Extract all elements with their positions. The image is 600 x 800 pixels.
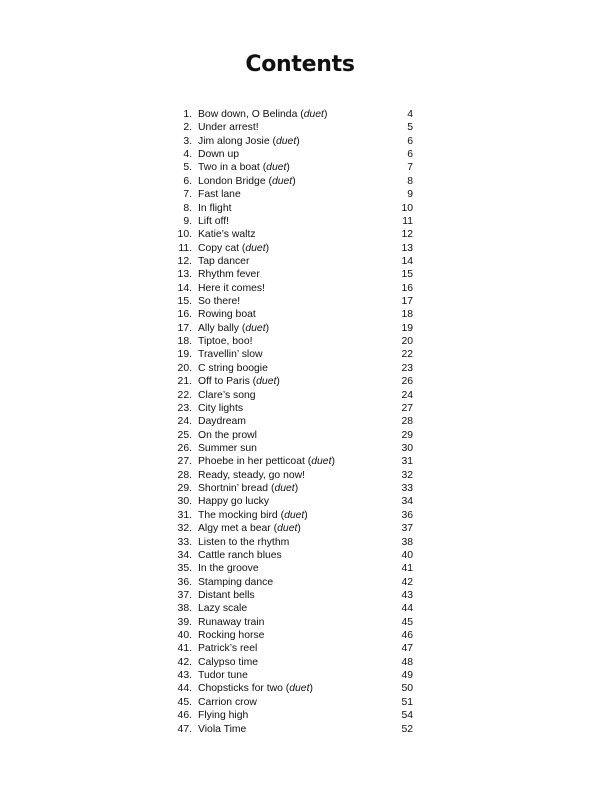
- toc-entry-note-open: (: [282, 683, 290, 695]
- toc-entry-title: [198, 215, 229, 228]
- toc-entry-note-text: duet: [256, 376, 277, 388]
- toc-entry-title: [198, 202, 232, 215]
- toc-entry-note-text: duet: [277, 523, 298, 535]
- toc-entry-title: [198, 482, 298, 495]
- toc-entry: [160, 495, 416, 508]
- toc-entry-note-close: ): [323, 109, 328, 120]
- toc-entry-number: 11.: [178, 242, 192, 254]
- toc-entry-number: 9.: [183, 215, 192, 227]
- toc-entry-note: [250, 376, 280, 387]
- toc-entry-title: [198, 415, 246, 428]
- toc-entry-title-text: Down up: [198, 149, 240, 161]
- toc-entry-page: 28: [401, 416, 413, 428]
- toc-entry-note-open: (: [259, 162, 267, 174]
- toc-entry-title-text: Patrick’s reel: [198, 643, 258, 655]
- toc-entry-note: [239, 243, 269, 254]
- toc-entry: [160, 242, 416, 255]
- toc-entry-title-text: The mocking bird: [198, 509, 278, 521]
- toc-entry-title-text: In flight: [198, 202, 232, 214]
- toc-entry-title-text: Tap dancer: [198, 255, 250, 267]
- toc-entry-title: [198, 335, 253, 348]
- toc-entry-page: 38: [401, 536, 413, 548]
- toc-entry-number: 45.: [177, 696, 192, 708]
- toc-entry: [160, 602, 416, 615]
- toc-entry-number: 17.: [177, 322, 192, 334]
- toc-entry-page: 42: [401, 576, 413, 588]
- toc-entry-number: 33.: [177, 536, 192, 548]
- toc-entry-number: 8.: [183, 202, 192, 214]
- toc-entry-number: 28.: [177, 469, 192, 481]
- toc-entry-page: 24: [401, 389, 413, 401]
- toc-entry-title-text: Cattle ranch blues: [198, 549, 282, 561]
- toc-entry-title: [198, 442, 257, 455]
- toc-entry-title: [198, 255, 249, 268]
- toc-entry-page: 18: [401, 309, 413, 321]
- toc-entry-page: 8: [407, 175, 413, 187]
- toc-entry-number: 27.: [177, 456, 192, 468]
- toc-entry-title: [198, 536, 289, 549]
- toc-entry-note-open: (: [304, 456, 312, 468]
- toc-entry-number: 37.: [177, 589, 192, 601]
- toc-entry-title: [198, 375, 280, 388]
- toc-entry-note: [305, 456, 335, 467]
- toc-entry: [160, 642, 416, 655]
- toc-entry-title: [198, 495, 269, 508]
- toc-entry-number: 42.: [177, 656, 192, 668]
- toc-entry-page: 49: [401, 670, 413, 682]
- toc-entry: [160, 322, 416, 335]
- toc-entry-note: [297, 109, 327, 120]
- toc-entry-title-text: Ready, steady, go now!: [198, 469, 306, 481]
- toc-entry-title: [198, 295, 240, 308]
- toc-entry-number: 43.: [177, 670, 192, 682]
- toc-entry-page: 46: [401, 630, 413, 642]
- toc-entry-note-close: ): [304, 509, 308, 521]
- toc-entry-number: 15.: [177, 296, 192, 308]
- toc-entry-number: 41.: [177, 643, 192, 655]
- toc-entry-title: [198, 242, 269, 255]
- toc-entry-page: 51: [401, 696, 413, 708]
- toc-entry-note-text: duet: [275, 135, 297, 147]
- toc-entry-note-text: duet: [271, 175, 293, 187]
- toc-entry-title-text: Here it comes!: [198, 282, 265, 294]
- toc-entry: [160, 135, 416, 148]
- toc-entry-number: 10.: [177, 229, 192, 241]
- toc-entry-note: [271, 523, 301, 534]
- toc-entry-title-text: Clare’s song: [198, 389, 256, 401]
- toc-entry-number: 16.: [177, 309, 192, 321]
- toc-entry-number: 31.: [177, 509, 192, 521]
- toc-entry-title-text: Ally bally: [198, 322, 239, 334]
- toc-entry: [160, 148, 416, 161]
- toc-entry-page: 52: [401, 723, 413, 735]
- toc-entry-number: 5.: [183, 162, 192, 174]
- toc-entry-title-text: Tudor tune: [198, 670, 248, 682]
- toc-entry-title: [198, 108, 327, 121]
- toc-entry-number: 38.: [177, 603, 192, 615]
- toc-entry: [160, 429, 416, 442]
- toc-entry-note-close: ): [309, 683, 313, 695]
- toc-entry: [160, 335, 416, 348]
- toc-entry-note-open: (: [268, 483, 275, 495]
- toc-entry: [160, 188, 416, 201]
- toc-entry-note: [278, 510, 308, 521]
- toc-entry-number: 3.: [183, 135, 192, 147]
- toc-entry-title-text: C string boogie: [198, 362, 268, 374]
- toc-entry-title-text: Phoebe in her petticoat: [198, 456, 305, 468]
- toc-entry-title-text: Summer sun: [198, 442, 257, 454]
- toc-entry-title: [198, 348, 262, 361]
- toc-entry-page: 4: [407, 109, 413, 120]
- toc-entry: [160, 295, 416, 308]
- toc-entry-number: 12.: [177, 255, 192, 267]
- toc-entry-note-open: (: [297, 109, 304, 120]
- toc-entry-title-text: Shortnin’ bread: [198, 483, 269, 495]
- toc-entry: [160, 108, 416, 121]
- toc-entry-page: 9: [407, 189, 413, 201]
- toc-entry-title-text: Happy go lucky: [198, 496, 270, 508]
- toc-entry-page: 19: [401, 322, 413, 334]
- toc-entry-page: 11: [402, 215, 413, 227]
- toc-entry-number: 23.: [177, 402, 192, 414]
- toc-entry-title: [198, 322, 269, 335]
- toc-entry-title-text: Stamping dance: [198, 576, 274, 588]
- toc-entry-note-open: (: [269, 135, 276, 147]
- toc-entry: [160, 255, 416, 268]
- toc-entry: [160, 175, 416, 188]
- toc-entry-page: 40: [401, 549, 413, 561]
- toc-entry-title: [198, 455, 335, 468]
- toc-entry-title-text: Flying high: [198, 710, 249, 722]
- toc-entry-note-open: (: [239, 242, 246, 254]
- toc-entry-title: [198, 723, 246, 736]
- toc-entry-number: 29.: [177, 483, 192, 495]
- toc-entry-note-text: duet: [245, 242, 266, 254]
- toc-entry-title-text: Tiptoe, boo!: [198, 336, 253, 348]
- toc-entry-note: [266, 176, 296, 187]
- toc-entry-title: [198, 709, 248, 722]
- toc-entry-title: [198, 589, 255, 602]
- toc-entry-title-text: Off to Paris: [198, 376, 250, 388]
- toc-entry-page: 33: [401, 483, 413, 495]
- toc-entry-number: 39.: [177, 616, 192, 628]
- toc-entry: [160, 562, 416, 575]
- toc-entry: [160, 482, 416, 495]
- toc-entry-number: 47.: [177, 723, 192, 735]
- toc-entry-title: [198, 402, 243, 415]
- toc-entry-note-text: duet: [303, 109, 324, 120]
- toc-entry-title-text: Viola Time: [198, 723, 247, 735]
- toc-entry: [160, 656, 416, 669]
- toc-entry-page: 34: [401, 496, 413, 508]
- toc-entry-title: [198, 642, 257, 655]
- toc-entry-note-close: ): [292, 175, 296, 187]
- toc-entry-number: 14.: [177, 282, 192, 294]
- toc-entry-title-text: Calypso time: [198, 656, 259, 668]
- toc-entry-number: 34.: [177, 549, 192, 561]
- toc-entry-note-open: (: [265, 175, 272, 187]
- toc-entry-title: [198, 669, 248, 682]
- toc-entry-title-text: Fast lane: [198, 189, 241, 201]
- toc-entry-note: [283, 683, 313, 694]
- toc-entry-page: 20: [401, 336, 413, 348]
- toc-entry: [160, 455, 416, 468]
- toc-entry-page: 16: [401, 282, 413, 294]
- toc-entry-note-text: duet: [274, 483, 295, 495]
- toc-entry-note-text: duet: [284, 509, 305, 521]
- toc-entry-page: 22: [401, 349, 413, 361]
- toc-entry-number: 21.: [177, 376, 192, 388]
- toc-entry-title-text: Bow down, O Belinda: [198, 109, 298, 120]
- toc-entry-page: 6: [407, 135, 413, 147]
- toc-entry-title: [198, 696, 257, 709]
- toc-entry-page: 30: [401, 442, 413, 454]
- toc-entry: [160, 469, 416, 482]
- toc-entry: [160, 161, 416, 174]
- toc-entry-page: 23: [401, 362, 413, 374]
- toc-entry-title: [198, 562, 259, 575]
- toc-entry-title: [198, 148, 239, 161]
- toc-entry: [160, 709, 416, 722]
- toc-entry: [160, 723, 416, 736]
- toc-entry: [160, 402, 416, 415]
- toc-entry-note-close: ): [265, 322, 270, 334]
- toc-entry-page: 43: [401, 589, 413, 601]
- toc-entry-title-text: On the prowl: [198, 429, 257, 441]
- toc-entry-title: [198, 429, 257, 442]
- toc-entry-title: [198, 576, 273, 589]
- toc-entry-title: [198, 616, 264, 629]
- toc-entry-page: 41: [401, 563, 413, 575]
- toc-entry-note-close: ): [276, 376, 280, 388]
- toc-entry-title-text: Under arrest!: [198, 122, 259, 134]
- toc-entry-number: 4.: [183, 149, 192, 161]
- toc-entry-note-close: ): [296, 135, 300, 147]
- toc-entry-title: [198, 121, 259, 134]
- toc-entry-page: 44: [401, 603, 413, 615]
- toc-entry: [160, 362, 416, 375]
- toc-entry-title: [198, 469, 305, 482]
- toc-entry-note-open: (: [277, 509, 285, 521]
- toc-entry-page: 5: [407, 122, 413, 134]
- toc-entry-title-text: Chopsticks for two: [198, 683, 283, 695]
- toc-entry-page: 45: [401, 616, 413, 628]
- toc-entry-title-text: Jim along Josie: [198, 135, 270, 147]
- toc-entry-note-text: duet: [266, 162, 287, 174]
- toc-entry-title-text: Lazy scale: [198, 603, 248, 615]
- toc-entry-title: [198, 161, 290, 174]
- toc-entry-title-text: Distant bells: [198, 589, 255, 601]
- toc-entry-title: [198, 175, 296, 188]
- toc-entry-number: 20.: [177, 362, 192, 374]
- toc-entry: [160, 616, 416, 629]
- toc-entry-number: 44.: [177, 683, 192, 695]
- toc-entry-note-open: (: [270, 523, 278, 535]
- toc-entry-page: 36: [401, 509, 413, 521]
- toc-entry: [160, 121, 416, 134]
- toc-entry-title: [198, 629, 264, 642]
- toc-entry-title: [198, 549, 282, 562]
- toc-entry-page: 47: [401, 643, 413, 655]
- toc-entry-page: 6: [407, 149, 413, 161]
- toc-entry: [160, 348, 416, 361]
- toc-entry-note-close: ): [297, 523, 301, 535]
- toc-entry-number: 35.: [177, 563, 192, 575]
- toc-entry: [160, 215, 416, 228]
- toc-entry-note-close: ): [331, 456, 335, 468]
- toc-entry-title: [198, 602, 247, 615]
- toc-entry-title-text: So there!: [198, 296, 241, 308]
- toc-entry-title: [198, 522, 301, 535]
- toc-entry-note-open: (: [239, 322, 246, 334]
- toc-entry: [160, 282, 416, 295]
- toc-entry-title-text: Runaway train: [198, 616, 265, 628]
- toc-entry-title: [198, 362, 268, 375]
- toc-entry-page: 26: [401, 376, 413, 388]
- toc-entry: [160, 389, 416, 402]
- toc-entry-title: [198, 389, 256, 402]
- toc-entry: [160, 576, 416, 589]
- toc-entry-page: 48: [401, 656, 413, 668]
- toc-entry-note-open: (: [249, 376, 257, 388]
- toc-entry-page: 15: [401, 269, 413, 281]
- toc-entry-title: [198, 228, 256, 241]
- toc-entry-title: [198, 509, 308, 522]
- toc-entry-page: 32: [401, 469, 413, 481]
- toc-entry-note: [270, 136, 300, 147]
- toc-entry-number: 18.: [177, 336, 192, 348]
- toc-entry-title-text: London Bridge: [198, 175, 266, 187]
- toc-entry-note: [239, 323, 269, 334]
- toc-entry-title: [198, 308, 256, 321]
- toc-entry-title: [198, 188, 241, 201]
- toc-entry: [160, 696, 416, 709]
- toc-entry-note-text: duet: [311, 456, 332, 468]
- toc-entry-note-close: ): [294, 483, 299, 495]
- toc-entry: [160, 669, 416, 682]
- toc-entry-title-text: Algy met a bear: [198, 523, 271, 535]
- toc-entry-title-text: Carrion crow: [198, 696, 257, 708]
- toc-entry: [160, 442, 416, 455]
- toc-entry-note-close: ): [265, 242, 270, 254]
- toc-entry-title: [198, 682, 313, 695]
- toc-entry-note-text: duet: [289, 683, 310, 695]
- table-of-contents: [160, 108, 416, 736]
- toc-entry-title-text: Rocking horse: [198, 630, 265, 642]
- toc-entry-number: 24.: [177, 416, 192, 428]
- toc-entry-number: 46.: [177, 710, 192, 722]
- toc-entry-title: [198, 135, 300, 148]
- toc-entry: [160, 682, 416, 695]
- toc-entry-title-text: In the groove: [198, 563, 259, 575]
- toc-entry: [160, 268, 416, 281]
- toc-entry-number: 6.: [183, 175, 192, 187]
- toc-entry-page: 27: [401, 402, 413, 414]
- toc-entry-page: 14: [401, 255, 413, 267]
- toc-entry-number: 36.: [177, 576, 192, 588]
- toc-entry-page: 54: [401, 710, 413, 722]
- toc-entry-page: 31: [401, 456, 413, 468]
- toc-entry-number: 40.: [177, 630, 192, 642]
- toc-entry-title-text: Copy cat: [198, 242, 240, 254]
- toc-entry-number: 25.: [177, 429, 192, 441]
- toc-entry-number: 2.: [183, 122, 192, 134]
- toc-entry: [160, 536, 416, 549]
- toc-entry-title: [198, 268, 260, 281]
- toc-entry: [160, 589, 416, 602]
- toc-entry-note: [268, 483, 298, 494]
- toc-entry: [160, 522, 416, 535]
- toc-entry-title-text: Rowing boat: [198, 309, 256, 321]
- toc-entry-page: 13: [401, 242, 413, 254]
- toc-entry-number: 22.: [177, 389, 192, 401]
- toc-entry-number: 1.: [183, 109, 192, 120]
- toc-entry-note: [260, 162, 290, 173]
- toc-entry: [160, 308, 416, 321]
- toc-entry-page: 17: [401, 296, 413, 308]
- toc-entry-title-text: City lights: [198, 402, 244, 414]
- toc-entry-title-text: Rhythm fever: [198, 269, 260, 281]
- toc-entry-number: 13.: [177, 269, 192, 281]
- toc-entry-title-text: Two in a boat: [198, 162, 260, 174]
- toc-entry-title-text: Katie’s waltz: [198, 229, 256, 241]
- toc-entry-title-text: Lift off!: [198, 215, 229, 227]
- toc-entry-page: 12: [401, 229, 413, 241]
- toc-entry-title-text: Daydream: [198, 416, 246, 428]
- toc-entry-page: 29: [401, 429, 413, 441]
- toc-entry-number: 7.: [183, 189, 192, 201]
- page-title: Contents: [245, 52, 355, 77]
- toc-entry: [160, 375, 416, 388]
- toc-entry-page: 50: [401, 683, 413, 695]
- toc-entry-page: 37: [401, 523, 413, 535]
- toc-entry-note-text: duet: [245, 322, 266, 334]
- toc-entry: [160, 629, 416, 642]
- toc-entry-page: 10: [401, 202, 413, 214]
- toc-entry-number: 19.: [177, 349, 192, 361]
- toc-entry-number: 26.: [177, 442, 192, 454]
- toc-entry-number: 30.: [177, 496, 192, 508]
- toc-entry: [160, 415, 416, 428]
- toc-entry: [160, 509, 416, 522]
- toc-entry-title-text: Travellin’ slow: [198, 349, 263, 361]
- toc-entry-title-text: Listen to the rhythm: [198, 536, 290, 548]
- toc-entry-title: [198, 282, 265, 295]
- toc-entry-title: [198, 656, 258, 669]
- toc-entry: [160, 202, 416, 215]
- toc-entry-number: 32.: [177, 523, 192, 535]
- toc-entry: [160, 228, 416, 241]
- toc-entry-page: 7: [407, 162, 413, 174]
- toc-entry-note-close: ): [286, 162, 290, 174]
- toc-entry: [160, 549, 416, 562]
